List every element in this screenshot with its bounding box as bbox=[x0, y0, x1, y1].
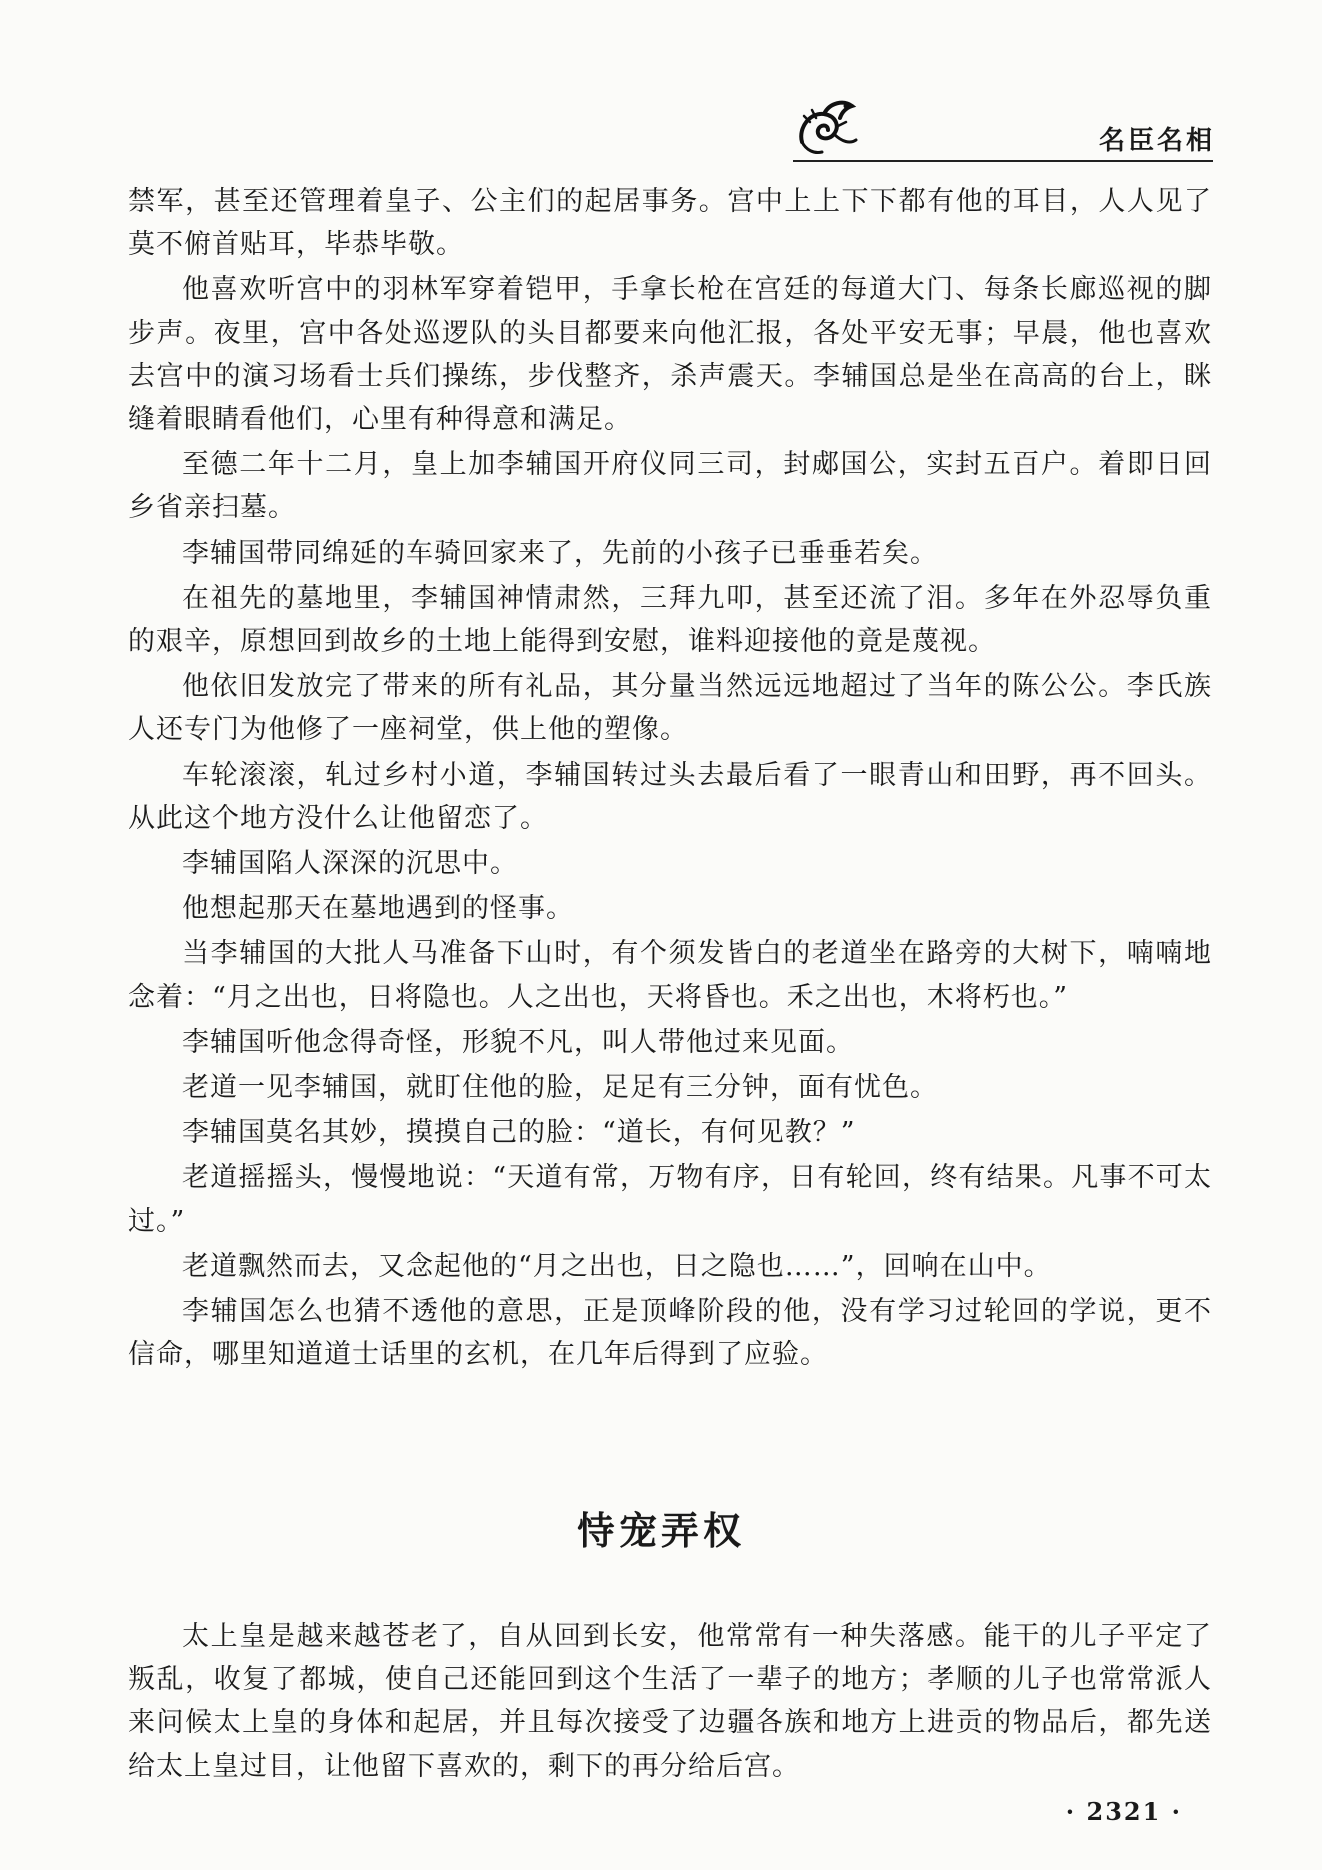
page-number: · 2321 · bbox=[1065, 1797, 1182, 1826]
paragraph: 禁军，甚至还管理着皇子、公主们的起居事务。宫中上上下下都有他的耳目，人人见了莫不俯首贴耳，毕恭毕敬。 bbox=[128, 186, 1212, 261]
body-text bbox=[128, 180, 1212, 1378]
paragraph: 他喜欢听宫中的羽林军穿着铠甲，手拿长枪在宫廷的每道大门、每条长廊巡视的脚步声。夜里，宫中各处巡逻队的头目都要来向他汇报，各处平安无事；早晨，他也喜欢去宫中的演习场看士兵们操练，步伐整齐，杀声震天。李辅国总是坐在高高的台上，眯缝着眼睛看他们，心里有种得意和满足。 bbox=[128, 274, 1212, 436]
page-header bbox=[0, 0, 1322, 170]
paragraph: 李辅国带同绵延的车骑回家来了，先前的小孩子已垂垂若矣。 bbox=[182, 537, 938, 569]
paragraph: 李辅国莫名其妙，摸摸自己的脸：“道长，有何见教？” bbox=[182, 1117, 856, 1149]
paragraph: 老道一见李辅国，就盯住他的脸，足足有三分钟，面有忧色。 bbox=[182, 1072, 938, 1104]
paragraph: 李辅国陷人深深的沉思中。 bbox=[182, 848, 518, 880]
paragraph: 李辅国怎么也猜不透他的意思，正是顶峰阶段的他，没有学习过轮回的学说，更不信命，哪里知道道士话里的玄机，在几年后得到了应验。 bbox=[128, 1296, 1212, 1371]
running-title: 名臣名相 bbox=[1098, 126, 1215, 156]
paragraph: 老道摇摇头，慢慢地说：“天道有常，万物有序，日有轮回，终有结果。凡事不可太过。” bbox=[128, 1162, 1212, 1237]
header-divider bbox=[793, 160, 1213, 162]
dragon-icon bbox=[790, 92, 862, 164]
paragraph: 在祖先的墓地里，李辅国神情肃然，三拜九叩，甚至还流了泪。多年在外忍辱负重的艰辛，原想回到故乡的土地上能得到安慰，谁料迎接他的竟是蔑视。 bbox=[128, 582, 1212, 658]
section-title: 恃宠弄权 bbox=[576, 1509, 745, 1553]
paragraph: 李辅国听他念得奇怪，形貌不凡，叫人带他过来见面。 bbox=[182, 1026, 854, 1058]
paragraph: 他依旧发放完了带来的所有礼品，其分量当然远远地超过了当年的陈公公。李氏族人还专门为他修了一座祠堂，供上他的塑像。 bbox=[128, 671, 1212, 746]
paragraph: 老道飘然而去，又念起他的“月之出也，日之隐也……”，回响在山中。 bbox=[182, 1250, 1052, 1282]
paragraph: 车轮滚滚，轧过乡村小道，李辅国转过头去最后看了一眼青山和田野，再不回头。从此这个地方没什么让他留恋了。 bbox=[128, 759, 1212, 834]
section-body bbox=[128, 1615, 1212, 1788]
paragraph: 至德二年十二月，皇上加李辅国开府仪同三司，封郕国公，实封五百户。着即日回乡省亲扫墓。 bbox=[128, 449, 1212, 524]
paragraph: 当李辅国的大批人马准备下山时，有个须发皆白的老道坐在路旁的大树下，喃喃地念着：“月之出也，日将隐也。人之出也，天将昏也。禾之出也，木将朽也。” bbox=[128, 938, 1212, 1013]
paragraph: 太上皇是越来越苍老了，自从回到长安，他常常有一种失落感。能干的儿子平定了叛乱，收复了都城，使自己还能回到这个生活了一辈子的地方；孝顺的儿子也常常派人来问候太上皇的身体和起居，并且每次接受了边疆各族和地方上进贡的物品后，都先送给太上皇过目，让他留下喜欢的，剩下的再分给后宫。 bbox=[128, 1621, 1212, 1782]
paragraph: 他想起那天在墓地遇到的怪事。 bbox=[182, 893, 574, 925]
